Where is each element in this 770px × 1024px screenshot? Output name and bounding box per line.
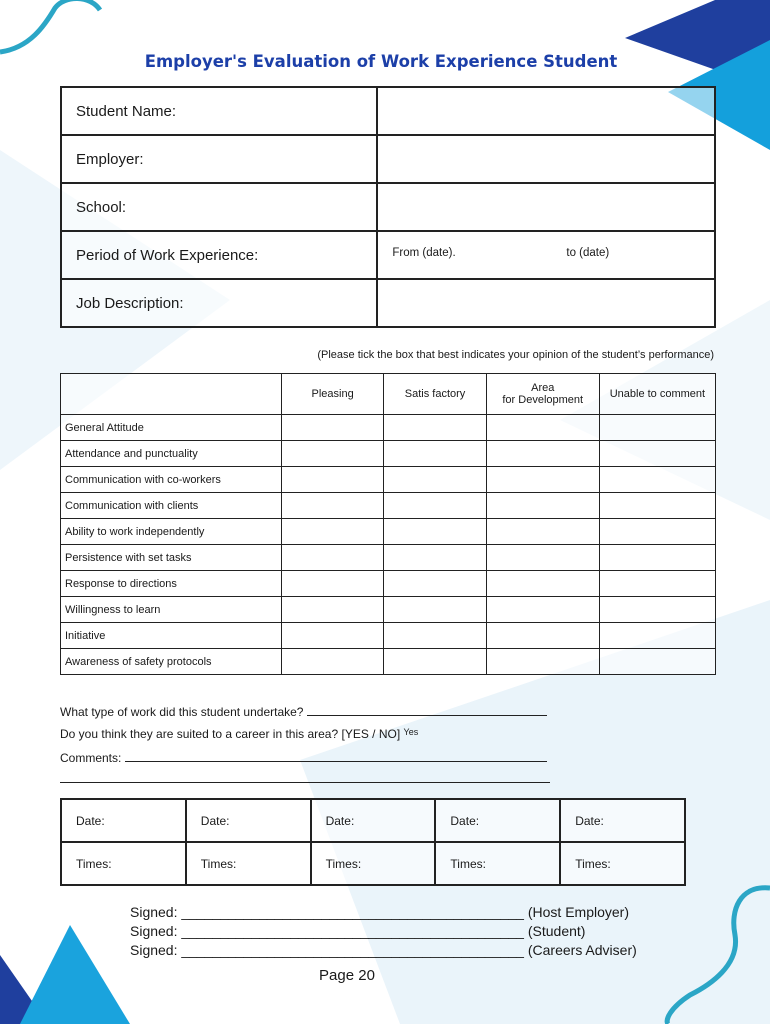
info-row-employer	[61, 135, 715, 183]
date-cell-2[interactable]: Date:	[186, 799, 311, 842]
tick-box-pleasing[interactable]	[281, 415, 384, 441]
tick-box-satisfactory[interactable]	[384, 493, 486, 519]
tick-box-satisfactory[interactable]	[384, 623, 486, 649]
tick-box-unable-to-comment[interactable]	[599, 467, 715, 493]
criteria-label: General Attitude	[61, 415, 282, 441]
criteria-row	[61, 467, 716, 493]
tick-box-unable-to-comment[interactable]	[599, 545, 715, 571]
rating-criteria-body	[61, 415, 716, 675]
period-from-label: From (date).	[392, 247, 456, 259]
tick-box-pleasing[interactable]	[281, 623, 384, 649]
tick-box-satisfactory[interactable]	[384, 415, 486, 441]
criteria-label: Response to directions	[61, 571, 282, 597]
signed-label-2: Signed:	[130, 923, 178, 939]
tick-box-pleasing[interactable]	[281, 519, 384, 545]
tick-box-unable-to-comment[interactable]	[599, 649, 715, 675]
criteria-row	[61, 493, 716, 519]
tick-box-unable-to-comment[interactable]	[599, 597, 715, 623]
tick-box-satisfactory[interactable]	[384, 467, 486, 493]
signed-label-1: Signed:	[130, 904, 178, 920]
school-field[interactable]	[377, 183, 715, 231]
info-row-period	[61, 231, 715, 279]
signature-line-1: ____________________________________________	[181, 904, 524, 920]
period-field[interactable]	[377, 231, 715, 279]
signature-careers-adviser[interactable]	[130, 941, 637, 960]
tick-box-area-for-development[interactable]	[486, 649, 599, 675]
student-info-table	[60, 86, 716, 328]
signed-label-3: Signed:	[130, 942, 178, 958]
tick-box-area-for-development[interactable]	[486, 545, 599, 571]
schedule-table	[60, 798, 686, 886]
tick-box-pleasing[interactable]	[281, 597, 384, 623]
tick-box-area-for-development[interactable]	[486, 441, 599, 467]
date-cell-1[interactable]: Date:	[61, 799, 186, 842]
suited-label: Do you think they are suited to a career in this area? [YES / NO]	[60, 727, 401, 741]
job-description-label: Job Description:	[61, 279, 377, 327]
page-number: Page 20	[319, 967, 375, 984]
criteria-row	[61, 649, 716, 675]
tick-box-satisfactory[interactable]	[384, 519, 486, 545]
date-cell-5[interactable]: Date:	[560, 799, 685, 842]
page-title: Employer's Evaluation of Work Experience Student	[144, 52, 618, 71]
rating-header-row	[61, 374, 716, 415]
col-area-line1: Area	[531, 382, 555, 394]
question-comments	[60, 749, 547, 765]
work-type-label: What type of work did this student undertake?	[60, 705, 304, 719]
student-name-field[interactable]	[377, 87, 715, 135]
col-area-for-development	[486, 374, 599, 415]
tick-box-pleasing[interactable]	[281, 493, 384, 519]
criteria-row	[61, 545, 716, 571]
tick-box-area-for-development[interactable]	[486, 597, 599, 623]
tick-box-satisfactory[interactable]	[384, 441, 486, 467]
signature-host-employer[interactable]	[130, 903, 629, 922]
criteria-label: Persistence with set tasks	[61, 545, 282, 571]
info-row-student-name	[61, 87, 715, 135]
rating-instruction: (Please tick the box that best indicates your opinion of the student’s performance)	[317, 349, 714, 361]
question-suited	[60, 727, 418, 741]
tick-box-unable-to-comment[interactable]	[599, 623, 715, 649]
tick-box-pleasing[interactable]	[281, 571, 384, 597]
date-cell-4[interactable]: Date:	[435, 799, 560, 842]
tick-box-unable-to-comment[interactable]	[599, 441, 715, 467]
criteria-label: Awareness of safety protocols	[61, 649, 282, 675]
tick-box-area-for-development[interactable]	[486, 571, 599, 597]
times-cell-3[interactable]: Times:	[311, 842, 436, 885]
col-pleasing: Pleasing	[281, 374, 384, 415]
col-satisfactory: Satis factory	[384, 374, 486, 415]
tick-box-pleasing[interactable]	[281, 467, 384, 493]
host-employer-label: (Host Employer)	[527, 904, 629, 920]
tick-box-satisfactory[interactable]	[384, 649, 486, 675]
school-label: School:	[61, 183, 377, 231]
period-to-label: to (date)	[566, 247, 610, 259]
job-description-field[interactable]	[377, 279, 715, 327]
tick-box-pleasing[interactable]	[281, 545, 384, 571]
criteria-row	[61, 623, 716, 649]
tick-box-satisfactory[interactable]	[384, 545, 486, 571]
criteria-label: Ability to work independently	[61, 519, 282, 545]
comments-line-2[interactable]	[60, 782, 550, 783]
criteria-label: Communication with clients	[61, 493, 282, 519]
times-cell-4[interactable]: Times:	[435, 842, 560, 885]
tick-box-area-for-development[interactable]	[486, 519, 599, 545]
criteria-label: Communication with co-workers	[61, 467, 282, 493]
comments-line-1[interactable]	[125, 749, 547, 762]
tick-box-area-for-development[interactable]	[486, 467, 599, 493]
tick-box-unable-to-comment[interactable]	[599, 571, 715, 597]
comments-label: Comments:	[60, 751, 122, 765]
tick-box-unable-to-comment[interactable]	[599, 493, 715, 519]
performance-rating-table	[60, 373, 716, 675]
col-area-line2: for Development	[502, 394, 584, 406]
tick-box-pleasing[interactable]	[281, 441, 384, 467]
criteria-row	[61, 441, 716, 467]
criteria-row	[61, 519, 716, 545]
times-cell-5[interactable]: Times:	[560, 842, 685, 885]
signature-line-2: ____________________________________________	[181, 923, 524, 939]
suited-answer[interactable]: Yes	[403, 727, 419, 737]
work-type-answer-line[interactable]	[307, 703, 547, 716]
student-label: (Student)	[527, 923, 586, 939]
schedule-dates-row	[61, 799, 685, 842]
info-row-school	[61, 183, 715, 231]
tick-box-area-for-development[interactable]	[486, 623, 599, 649]
tick-box-satisfactory[interactable]	[384, 571, 486, 597]
signature-student[interactable]	[130, 922, 585, 941]
tick-box-area-for-development[interactable]	[486, 493, 599, 519]
col-unable-to-comment: Unable to comment	[599, 374, 715, 415]
employer-label: Employer:	[61, 135, 377, 183]
student-name-label: Student Name:	[61, 87, 377, 135]
criteria-label: Attendance and punctuality	[61, 441, 282, 467]
tick-box-satisfactory[interactable]	[384, 597, 486, 623]
criteria-row	[61, 415, 716, 441]
tick-box-unable-to-comment[interactable]	[599, 415, 715, 441]
times-cell-1[interactable]: Times:	[61, 842, 186, 885]
employer-field[interactable]	[377, 135, 715, 183]
criteria-header-blank	[61, 374, 282, 415]
info-row-job-description	[61, 279, 715, 327]
times-cell-2[interactable]: Times:	[186, 842, 311, 885]
criteria-row	[61, 571, 716, 597]
tick-box-pleasing[interactable]	[281, 649, 384, 675]
signature-line-3: ____________________________________________	[181, 942, 524, 958]
period-label: Period of Work Experience:	[61, 231, 377, 279]
tick-box-unable-to-comment[interactable]	[599, 519, 715, 545]
criteria-row	[61, 597, 716, 623]
question-work-type	[60, 703, 547, 719]
criteria-label: Willingness to learn	[61, 597, 282, 623]
careers-adviser-label: (Careers Adviser)	[527, 942, 637, 958]
schedule-times-row	[61, 842, 685, 885]
date-cell-3[interactable]: Date:	[311, 799, 436, 842]
criteria-label: Initiative	[61, 623, 282, 649]
tick-box-area-for-development[interactable]	[486, 415, 599, 441]
